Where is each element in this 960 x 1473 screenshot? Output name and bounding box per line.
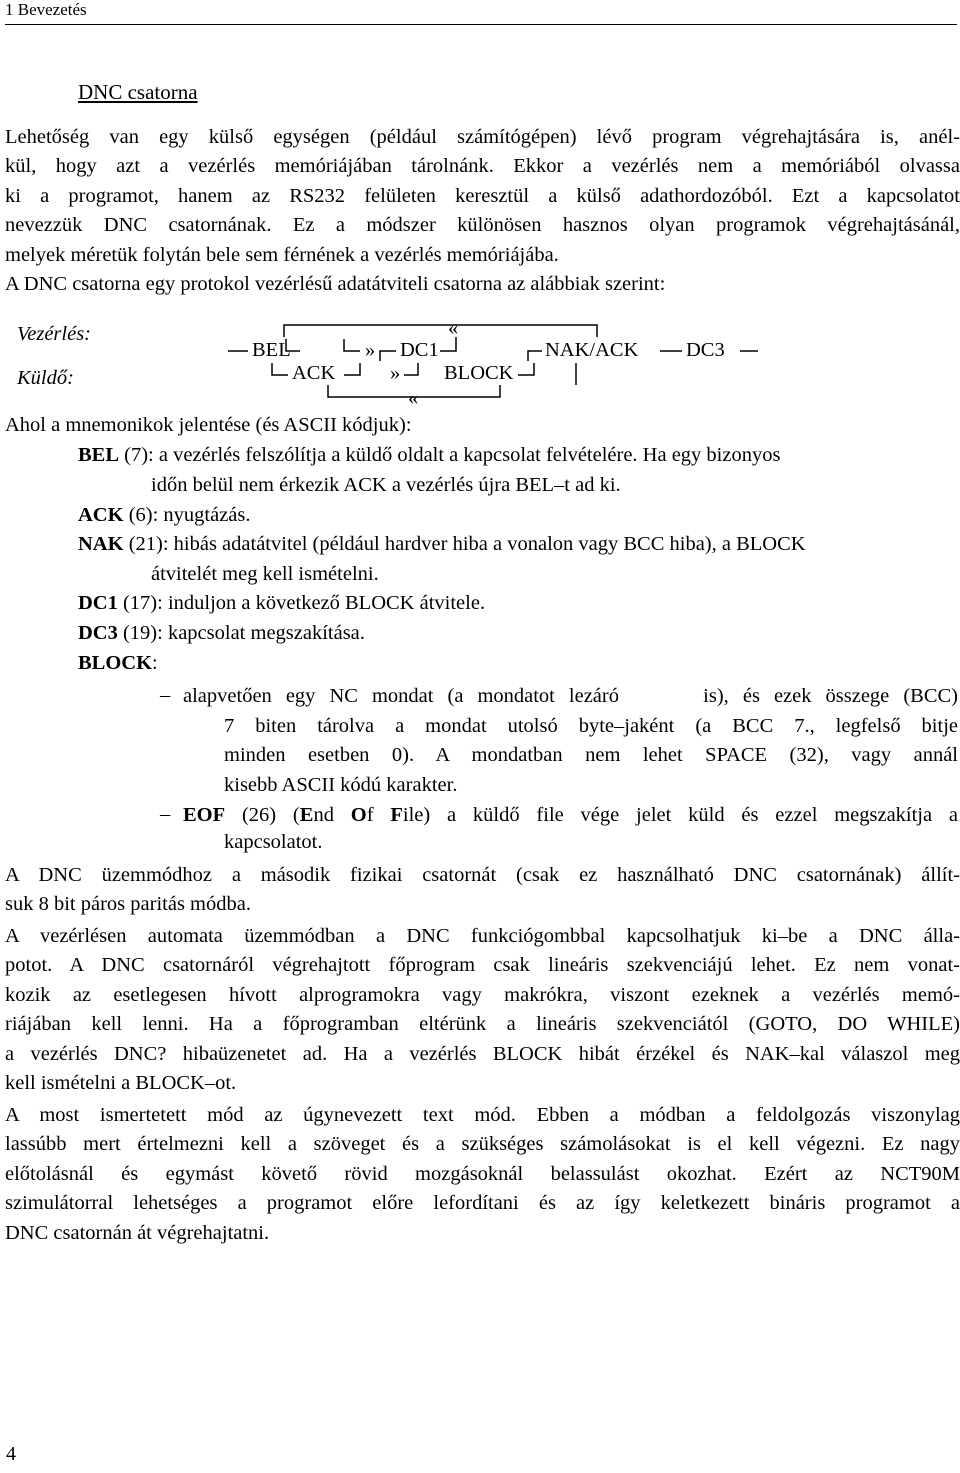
def-dc1 xyxy=(78,592,485,615)
section-title: DNC csatorna xyxy=(78,80,198,104)
def-text: (17): induljon a következő BLOCK átvitele. xyxy=(117,592,486,614)
text-fragment: E xyxy=(299,804,314,826)
text-fragment: ile) a küldő file vége jelet küld és ezzel megszakítja a xyxy=(402,804,959,826)
text-line: előtolásnál és egymást követő rövid mozgásoknál belassulást okozhat. Ezért az NCT90M xyxy=(5,1162,960,1185)
def-nak xyxy=(78,533,806,556)
dc3-label: DC3 xyxy=(686,339,725,361)
bullet-block-desc-cont xyxy=(224,712,958,800)
body-paragraph-3 xyxy=(5,1101,960,1248)
text-line: melyek méretük folytán bele sem férnének a vezérlés memóriájába. xyxy=(5,243,559,266)
text-fragment: O xyxy=(350,804,367,826)
def-ack xyxy=(78,504,251,527)
text-line: A most ismertetett mód az úgynevezett text mód. Ebben a módban a feldolgozás viszonylag xyxy=(5,1104,960,1126)
def-text: : xyxy=(152,652,158,674)
guillemet-right: » xyxy=(390,362,401,384)
text-line: A DNC üzemmódhoz a második fizikai csatornát (csak ez használható DNC csatornának) állít- xyxy=(5,864,960,886)
text-fragment: nd xyxy=(313,804,351,826)
text-line: nevezzük DNC csatornának. Ez a módszer különösen hasznos olyan programok végrehajtásánál, xyxy=(5,214,960,237)
def-dc3 xyxy=(78,622,365,645)
bullet-dash: – xyxy=(160,803,171,825)
def-text: (19): kapcsolat megszakítása. xyxy=(117,622,365,644)
bullet-eof-desc xyxy=(183,801,958,830)
header-rule xyxy=(5,24,957,25)
def-bel xyxy=(78,444,780,467)
def-nak-cont: átvitelét meg kell ismételni. xyxy=(151,563,379,585)
guillemet-left: « xyxy=(408,387,419,409)
def-term: BEL xyxy=(78,444,120,466)
text-line: alapvetően egy NC mondat (a mondatot lezáró is), és ezek összege (BCC) xyxy=(183,685,958,707)
def-text: (6): nyugtázás. xyxy=(123,504,251,526)
controller-label: Vezérlés: xyxy=(17,323,92,345)
page-number: 4 xyxy=(6,1443,16,1465)
text-line: 7 biten tárolva a mondat utolsó byte–jaként (a BCC 7., legfelső bitje xyxy=(224,715,958,737)
text-line: A vezérlésen automata üzemmódban a DNC funkciógombbal kapcsolhatjuk ki–be a DNC álla- xyxy=(5,925,960,947)
def-term: DC1 xyxy=(78,592,118,614)
text-line xyxy=(183,801,958,830)
bullet-dash: – xyxy=(160,684,171,706)
text-line: minden esetben 0). A mondatban nem lehet SPACE (32), vagy annál xyxy=(224,744,958,767)
bullet-eof-cont: kapcsolatot. xyxy=(224,831,323,853)
def-bel-cont: időn belül nem érkezik ACK a vezérlés újra BEL–t ad ki. xyxy=(151,474,621,496)
running-header: 1 Bevezetés xyxy=(5,0,87,19)
text-line: DNC csatornán át végrehajtatni. xyxy=(5,1221,270,1244)
mnemonics-intro: Ahol a mnemonikok jelentése (és ASCII kódjuk): xyxy=(5,414,412,436)
ack-label: ACK xyxy=(292,362,336,384)
intro-paragraph xyxy=(5,123,960,299)
def-block xyxy=(78,652,158,675)
def-term: BLOCK xyxy=(78,652,153,674)
text-fragment: F xyxy=(390,804,403,826)
text-line: a vezérlés DNC? hibaüzenetet ad. Ha a vezérlés BLOCK hibát érzékel és NAK–kal válaszol meg xyxy=(5,1042,960,1065)
text-line: szimulátorral lehetséges a programot előre lefordítani és az így keletkezett bináris programot a xyxy=(5,1192,960,1215)
text-line: kozik az esetlegesen hívott alprogramokra vagy makrókra, viszont ezeknek a vezérlés memó- xyxy=(5,983,960,1006)
text-line: A DNC csatorna egy protokol vezérlésű adatátviteli csatorna az alábbiak szerint: xyxy=(5,273,666,296)
eof-term: EOF xyxy=(183,804,226,826)
body-paragraph-2 xyxy=(5,922,960,1098)
protocol-diagram xyxy=(0,315,960,415)
bel-label: BEL xyxy=(252,339,291,361)
guillemet-right: » xyxy=(365,339,376,361)
def-term: DC3 xyxy=(78,622,118,644)
guillemet-left: « xyxy=(448,317,459,339)
def-term: NAK xyxy=(78,533,124,555)
nak-ack-label: NAK/ACK xyxy=(545,339,639,361)
text-line: kell ismételni a BLOCK–ot. xyxy=(5,1072,237,1095)
text-line: ki a programot, hanem az RS232 felületen keresztül a külső adathordozóból. Ezt a kapcsolatot xyxy=(5,184,960,207)
def-term: ACK xyxy=(78,504,124,526)
body-paragraph-1 xyxy=(5,861,960,920)
def-text: (7): a vezérlés felszólítja a küldő oldalt a kapcsolat felvételére. Ha egy bizonyos xyxy=(119,444,781,466)
text-line: kisebb ASCII kódú karakter. xyxy=(224,773,458,796)
text-fragment: f xyxy=(366,804,391,826)
text-line: suk 8 bit páros paritás módba. xyxy=(5,893,251,916)
text-line: lassúbb mert értelmezni kell a szöveget és a szükséges számolásokat is el kell végezni. Ez nagy xyxy=(5,1133,960,1156)
sender-label: Küldő: xyxy=(17,367,74,389)
block-label: BLOCK xyxy=(444,362,514,384)
text-line: riájában kell lenni. Ha a főprogramban eltérünk a lineáris szekvenciától (GOTO, DO WHILE) xyxy=(5,1013,960,1036)
bullet-block-desc xyxy=(183,682,958,711)
text-line: kül, hogy azt a vezérlés memóriájában tárolnánk. Ekkor a vezérlés nem a memóriából olvassa xyxy=(5,155,960,178)
text-line: Lehetőség van egy külső egységen (például számítógépen) lévő program végrehajtására is, anél- xyxy=(5,126,960,148)
dc1-label: DC1 xyxy=(400,339,439,361)
text-fragment: (26) ( xyxy=(225,804,300,826)
text-line: potot. A DNC csatornáról végrehajtott főprogram csak lineáris szekvenciájú lehet. Ez nem vonat- xyxy=(5,954,960,977)
def-text: (21): hibás adatátvitel (például hardver hiba a vonalon vagy BCC hiba), a BLOCK xyxy=(123,533,806,555)
